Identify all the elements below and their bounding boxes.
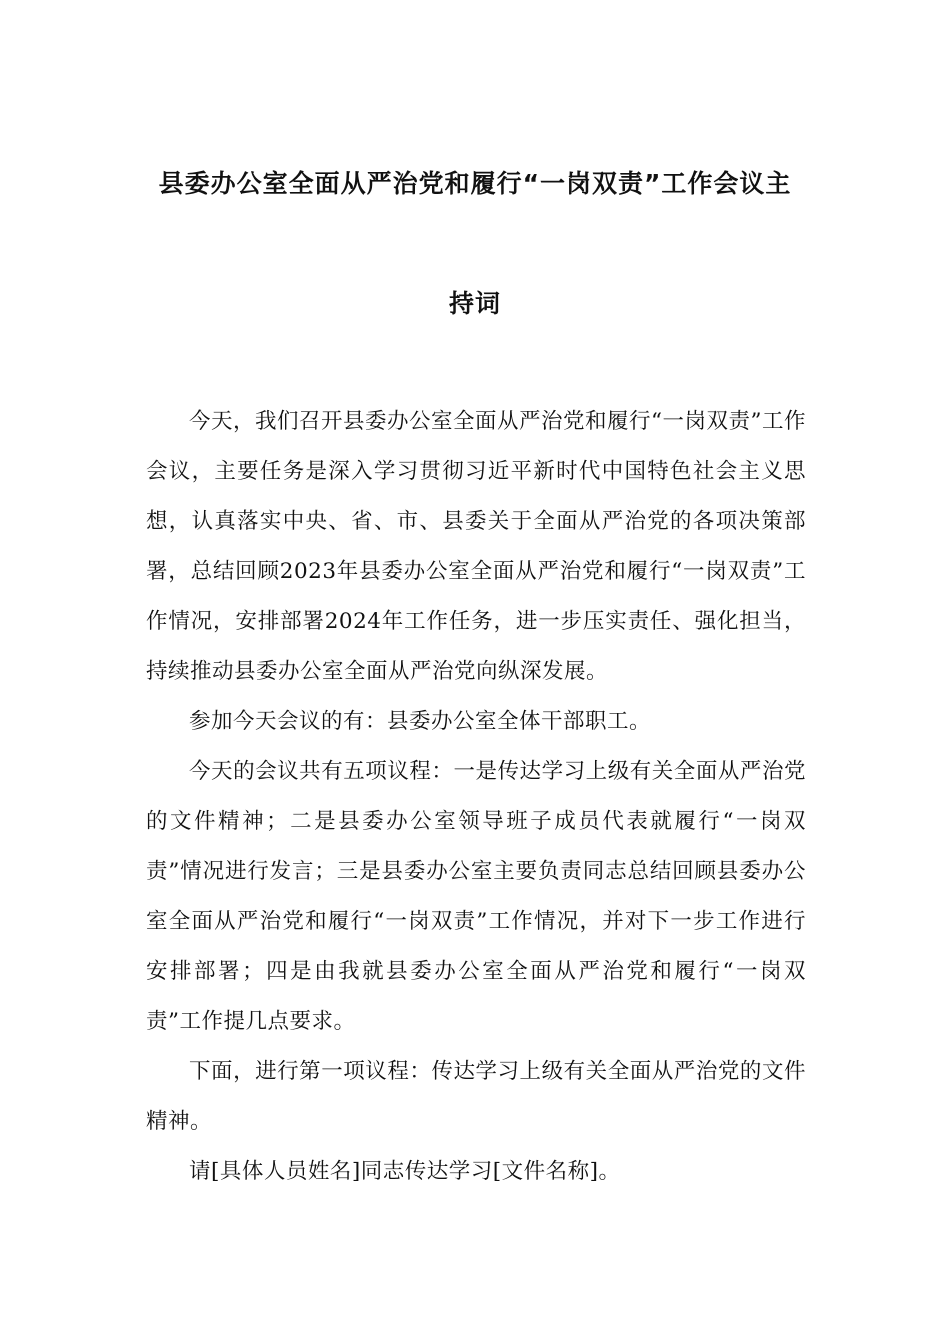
document-body <box>146 397 806 1197</box>
document-title-line-1: 县委办公室全面从严治党和履行“一岗双责”工作会议主 <box>158 169 792 198</box>
document-title-line-2: 持词 <box>448 289 501 318</box>
paragraph-agenda: 今天的会议共有五项议程：一是传达学习上级有关全面从严治党的文件精神；二是县委办公室领导班子成员代表就履行“一岗双责”情况进行发言；三是县委办公室主要负责同志总结回顾县委办公室全面从严治党和履行“一岗双责”工作情况，并对下一步工作进行安排部署；四是由我就县委办公室全面从严治党和履行“一岗双责”工作提几点要求。 <box>146 759 806 1034</box>
paragraph-invitation: 请[具体人员姓名]同志传达学习[文件名称]。 <box>189 1159 621 1184</box>
paragraph-opening: 今天，我们召开县委办公室全面从严治党和履行“一岗双责”工作会议，主要任务是深入学习贯彻习近平新时代中国特色社会主义思想，认真落实中央、省、市、县委关于全面从严治党的各项决策部署，总结回顾2023年县委办公室全面从严治党和履行“一岗双责”工作情况，安排部署2024年工作任务，进一步压实责任、强化担当，持续推动县委办公室全面从严治党向纵深发展。 <box>146 409 806 684</box>
paragraph-first-item: 下面，进行第一项议程：传达学习上级有关全面从严治党的文件精神。 <box>146 1059 806 1134</box>
paragraph-attendees: 参加今天会议的有：县委办公室全体干部职工。 <box>189 709 652 734</box>
